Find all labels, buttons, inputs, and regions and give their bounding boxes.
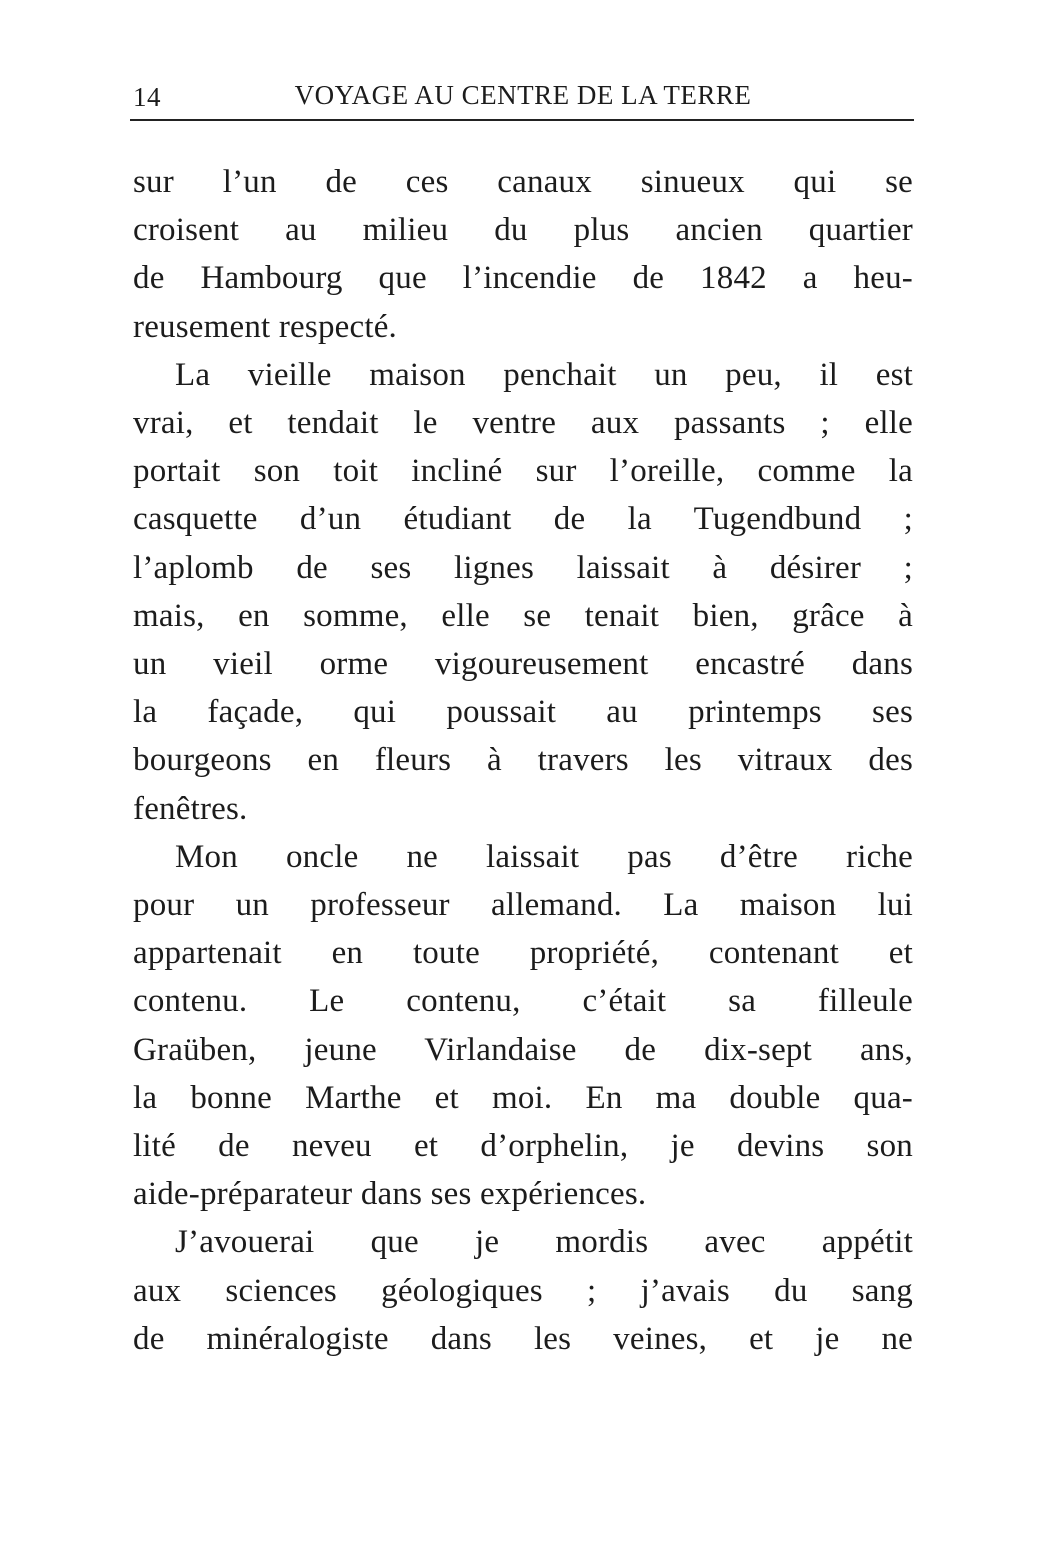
text-line: bourgeons en fleurs à travers les vitraux des <box>133 742 913 779</box>
text-line: sur l’un de ces canaux sinueux qui se <box>133 164 913 200</box>
text-line: croisent au milieu du plus ancien quartier <box>133 212 913 249</box>
text-line: Mon oncle ne laissait pas d’être riche <box>175 838 913 875</box>
text-line: La vieille maison penchait un peu, il est <box>175 356 913 393</box>
text-line: aux sciences géologiques ; j’avais du sang <box>133 1272 913 1309</box>
text-line: aide-préparateur dans ses expériences. <box>133 1176 647 1213</box>
page-number: 14 <box>133 82 161 112</box>
text-line: portait son toit incliné sur l’oreille, comme la <box>133 453 913 490</box>
text-line: de minéralogiste dans les veines, et je ne <box>133 1320 913 1357</box>
text-line: vrai, et tendait le ventre aux passants ; elle <box>133 405 913 442</box>
text-line: un vieil orme vigoureusement encastré dans <box>133 646 913 683</box>
running-title: VOYAGE AU CENTRE DE LA TERRE <box>294 80 752 110</box>
text-line: pour un professeur allemand. La maison lui <box>133 887 913 924</box>
text-line: J’avouerai que je mordis avec appétit <box>175 1224 913 1261</box>
text-line: contenu. Le contenu, c’était sa filleule <box>133 983 913 1020</box>
body-text <box>133 158 913 1363</box>
text-line: appartenait en toute propriété, contenant et <box>133 935 913 972</box>
text-line: la bonne Marthe et moi. En ma double qua- <box>133 1079 913 1116</box>
text-line: casquette d’un étudiant de la Tugendbund ; <box>133 501 913 538</box>
text-line: fenêtres. <box>133 790 248 827</box>
text-line: Graüben, jeune Virlandaise de dix-sept ans, <box>133 1031 913 1068</box>
text-line: reusement respecté. <box>133 308 397 345</box>
text-line: l’aplomb de ses lignes laissait à désirer ; <box>133 549 913 586</box>
text-line: lité de neveu et d’orphelin, je devins son <box>133 1128 913 1165</box>
text-line: mais, en somme, elle se tenait bien, grâce à <box>133 597 913 634</box>
text-line: de Hambourg que l’incendie de 1842 a heu- <box>133 260 913 297</box>
header-rule <box>130 119 914 121</box>
page-header <box>133 80 913 114</box>
text-line: la façade, qui poussait au printemps ses <box>133 694 913 731</box>
